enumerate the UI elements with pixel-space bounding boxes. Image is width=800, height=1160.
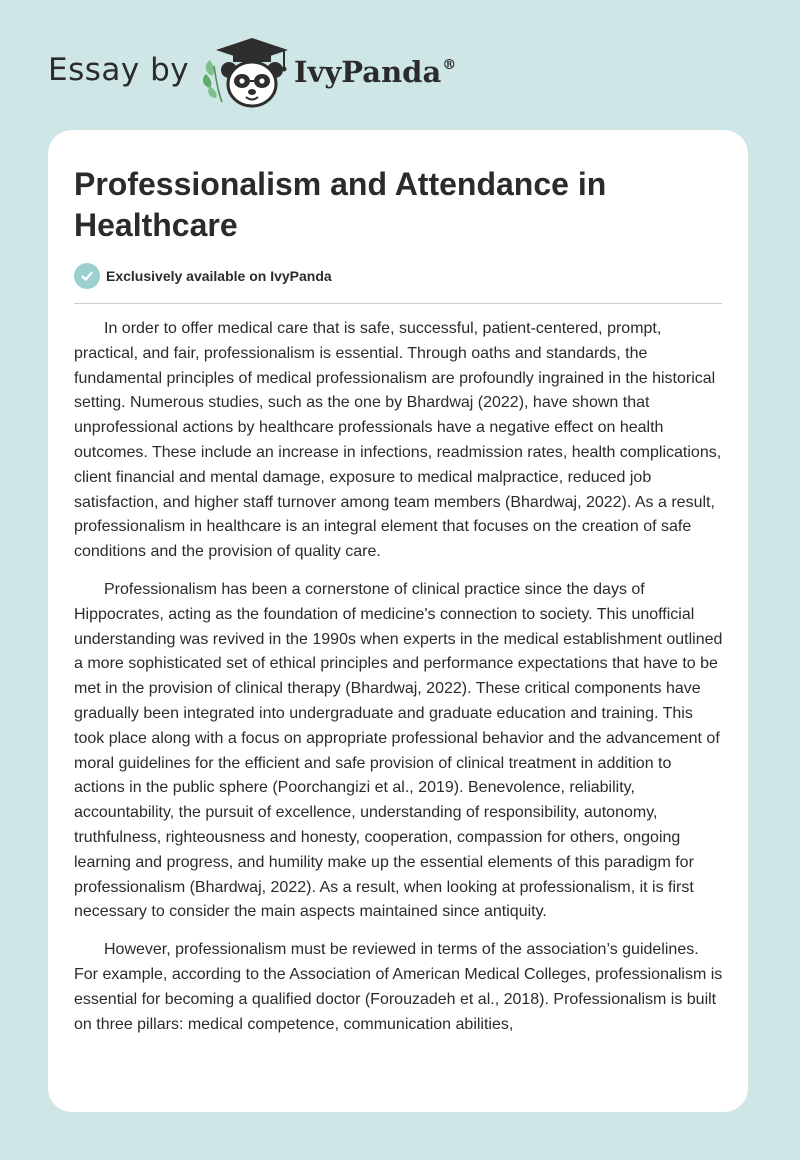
paragraph-3: However, professionalism must be reviewed in terms of the association’s guidelines. For example, according to the Association of American Medical Colleges, professionalism is essential for becoming a qualified doctor (Forouzadeh et al., 2018). Professionalism is built on three pillars: medical competence, communication abilities,	[74, 941, 723, 1033]
paragraph-2: Professionalism has been a cornerstone of clinical practice since the days of Hippocrates, acting as the foundation of medicine's connection to society. This unofficial understanding was revived in the 1990s when experts in the medical establishment outlined a more sophisticated set of ethical principles and performance expectations that have to be met in the provision of clinical therapy (Bhardwaj, 2022). These critical components have gradually been integrated into undergraduate and graduate education and training. This took place along with a focus on appropriate professional behavior and the advancement of moral guidelines for the efficient and safe provision of clinical treatment in addition to actions in the public sphere (Poorchangizi et al., 2019). Benevolence, reliability, accountability, the pursuit of excellence, understanding of responsibility, autonomy, truthfulness, righteousness and honesty, cooperation, compassion for others, ongoing learning and progress, and humility make up the essential elements of this paradigm for professionalism (Bhardwaj, 2022). As a result, when looking at professionalism, it is first necessary to consider the main aspects maintained since antiquity.	[74, 580, 723, 921]
site-header	[0, 0, 800, 130]
exclusive-badge	[74, 263, 332, 289]
brand-name[interactable]	[294, 55, 456, 89]
registered-mark: ®	[442, 57, 457, 73]
essay-by-label: Essay by	[48, 52, 190, 88]
essay-body	[74, 317, 724, 1050]
panda-logo-icon[interactable]	[200, 36, 290, 110]
exclusive-label: Exclusively available on IvyPanda	[106, 268, 332, 284]
essay-card	[48, 130, 748, 1112]
ivy-leaf-icon	[203, 60, 222, 102]
brand-name-text: IvyPanda	[294, 55, 442, 89]
divider	[74, 303, 722, 304]
paragraph-1: In order to offer medical care that is safe, successful, patient-centered, prompt, practical, and fair, professionalism is essential. Through oaths and standards, the fundamental principles of medical professionalism are profoundly ingrained in the historical setting. Numerous studies, such as the one by Bhardwaj (2022), have shown that unprofessional actions by healthcare professionals have a negative effect on health outcomes. These include an increase in infections, readmission rates, health complications, client financial and mental damage, exposure to medical malpractice, reduced job satisfaction, and higher staff turnover among team members (Bhardwaj, 2022). As a result, professionalism in healthcare is an integral element that focuses on the creation of safe conditions and the provision of quality care.	[74, 320, 722, 561]
page-title: Professionalism and Attendance in Healthcare	[74, 166, 607, 243]
check-icon	[74, 263, 100, 289]
